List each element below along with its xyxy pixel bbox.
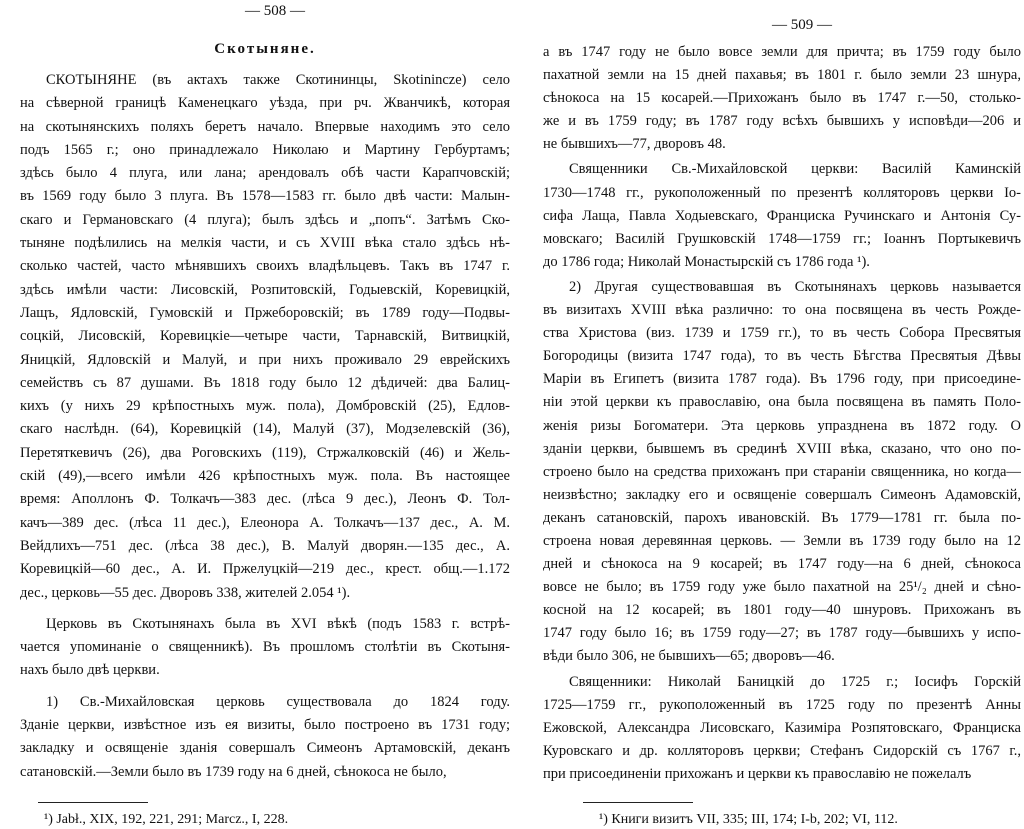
text-line: Перетяткевичъ (26), два Роговскихъ (119), Стржалковскій (46) и Жель- [20, 444, 510, 461]
text-line: здѣсь имѣли части: Лисовскій, Розпитовскій, Годыевскій, Коревицкій, [20, 281, 510, 298]
body-text [20, 69, 510, 784]
text-line: а въ 1747 году не было вовсе земли для причта; въ 1759 году было [543, 44, 1021, 60]
paragraph-gap [20, 683, 510, 691]
text-line: 2) Другая существовавшая въ Скотынянахъ церковь называется [569, 278, 1021, 295]
text-line: сатановскій.—Земли было въ 1739 году на 6 дней, сѣнокоса не было, [20, 763, 447, 780]
paragraph [20, 691, 510, 784]
text-line: вѣди было 306, не бывшихъ—65; дворовъ—46. [543, 648, 835, 665]
text-line: строено было на средства прихожанъ при стараніи священника, но когда— [543, 463, 1021, 480]
text-line: качъ—389 дес. (лѣса 11 дес.), Елеонора А. Толкачъ—137 дес., А. М. [20, 514, 510, 531]
text-line: Маріи въ Египетъ (визита 1787 года). Въ 1796 году, при присоедине- [543, 371, 1021, 388]
paragraph-gap [20, 605, 510, 613]
text-line: подъ 1565 г.; оно принадлежало Николаю и Мартину Гербуртамъ; [20, 141, 510, 158]
footnote: ¹) Jabł., XIX, 192, 221, 291; Marcz., I, 228. [44, 811, 289, 827]
text-line: скаго и Германовскаго (4 плуга); былъ здѣсь и „попъ“. Затѣмъ Ско- [20, 211, 510, 228]
text-line: Богородицы (визита 1747 года), то въ честь Бѣгства Пресвятыя Дѣвы [543, 348, 1021, 365]
text-line: ства Христова (виз. 1739 и 1759 гг.), то въ честь Собора Пресвятыя [543, 325, 1021, 342]
text-line: чается упоминаніе о священникѣ). Въ прошломъ столѣтіи въ Скотыня- [20, 639, 510, 656]
text-line: сифа Лаща, Павла Ходыевскаго, Франциска Ручинскаго и Антонія Су- [543, 207, 1021, 224]
text-line: же и въ 1759 году; въ 1787 году всѣхъ бывшихъ у исповѣди—206 и [543, 113, 1021, 130]
text-line: тыняне подѣлились на мелкія части, и съ XVIII вѣка стало здѣсь нѣ- [20, 235, 510, 252]
text-line: при присоединеніи прихожанъ и церкви къ православію не пожелалъ [543, 765, 972, 782]
section-heading: Скотыняне. [214, 41, 316, 57]
footnote: ¹) Книги визитъ VII, 335; III, 174; I-b, 202; VI, 112. [599, 812, 898, 827]
text-line: Вейдлихъ—751 дес. (лѣса 38 дес.), В. Малуй дворян.—135 дес., А. [20, 537, 510, 554]
text-line: сѣнокоса на 15 косарей.—Прихожанъ было въ 1747 г.—50, столько- [543, 90, 1021, 107]
text-line: ніи этой церкви къ православію, она была посвящена въ память Поло- [543, 394, 1021, 411]
text-line: дес., церковь—55 дес. Дворовъ 338, жителей 2.054 ¹). [20, 584, 351, 601]
text-line: семействъ съ 87 душами. Въ 1818 году было 12 дѣдичей: два Балиц- [20, 374, 510, 391]
text-line: здѣсь было 4 плуга, или лана; арендовалъ обѣ части Карапчовскій; [20, 165, 510, 182]
text-line: 1747 году было 16; въ 1759 году—27; въ 1787 году—бывшихъ у испо- [543, 625, 1021, 642]
text-line: скій (49),—всего имѣли 426 крѣпостныхъ муж. пола. Въ настоящее [20, 468, 510, 485]
text-line: 1) Св.-Михайловская церковь существовала до 1824 году. [46, 693, 510, 710]
text-line: на сѣверной границѣ Каменецкаго уѣзда, при рч. Жванчикѣ, которая [20, 95, 510, 112]
text-line: Лащъ, Ядловскій, Гумовскій и Пржеборовскій; въ 1789 году—Подвы- [20, 304, 510, 321]
text-line: Коревицкій—60 дес., А. И. Пржелуцкій—219 дес., крест. общ.—1.172 [20, 561, 510, 578]
text-line: мовскаго; Василій Грушковскій 1748—1759 гг.; Іоаннъ Портыкевичъ [543, 230, 1021, 247]
text-line: Священники Св.-Михайловской церкви: Василій Каминскій [569, 161, 1021, 178]
text-line: кихъ (у нихъ 29 крѣпостныхъ муж. пола), Домбровскій (25), Едлов- [20, 398, 510, 415]
text-line: пахатной земли на 15 дней пахавья; въ 1801 г. было земли 23 шнура, [543, 67, 1021, 84]
text-line: въ 1569 году было 3 плуга. Въ 1578—1583 гг. было двѣ части: Малын- [20, 188, 510, 205]
text-line: въ визитахъ XVIII вѣка различно: то она посвящена въ честь Рожде- [543, 302, 1021, 319]
paragraph [20, 613, 510, 683]
text-line: на скотынянскихъ поляхъ беретъ начало. Впервые находимъ это село [20, 118, 510, 135]
text-line: время: Аполлонъ Ф. Толкачъ—383 дес. (лѣса 9 дес.), Леонъ Ф. Тол- [20, 491, 510, 508]
text-line: деканъ сатановскій, парохъ ивановскій. Въ 1779—1781 гг. была по- [543, 509, 1021, 526]
text-line: Куровскаго и др. колляторовъ церкви; Стефанъ Сидорскій съ 1767 г., [543, 742, 1021, 759]
paragraph [543, 671, 1021, 786]
text-line: дней и сѣнокоса на 9 косарей; въ 1747 году—на 6 дней, сѣнокоса [543, 556, 1021, 573]
text-line: Церковь въ Скотынянахъ была въ XVI вѣкѣ (подъ 1583 г. встрѣ- [46, 615, 510, 632]
paragraph [20, 69, 510, 605]
text-line: женія ризы Богоматери. Эта церковь упразднена въ 1872 году. О [543, 417, 1021, 434]
right-page [543, 0, 1021, 827]
text-line: Священники: Николай Баницкій до 1725 г.; Іосифъ Горскій [569, 673, 1021, 690]
body-text [543, 41, 1021, 786]
footnote-rule [583, 802, 693, 803]
page-number: — 509 — [772, 17, 832, 33]
text-line: 1725—1759 гг., рукоположенный въ 1725 году по презентѣ Анны [543, 696, 1021, 713]
text-line: неизвѣстно; закладку его и освященіе совершалъ Симеонъ Адамовскій, [543, 486, 1021, 503]
left-page [20, 0, 510, 827]
text-line: скаго наслѣдн. (64), Коревицкій (14), Малуй (37), Модзелевскій (36), [20, 421, 510, 438]
text-line: Ежовской, Александра Лисовскаго, Казиміра Розпятовскаго, Франциска [543, 719, 1021, 736]
text-line: нахъ было двѣ церкви. [20, 662, 160, 679]
text-line: сколько частей, часто мѣнявшихъ своихъ владѣльцевъ. Такъ въ 1747 г. [20, 258, 510, 275]
text-line: строена новая деревянная церковь. — Земли въ 1739 году было на 12 [543, 532, 1021, 549]
paragraph [543, 41, 1021, 156]
text-line: Зданіе церкви, извѣстное изъ ея визиты, было построено въ 1731 году; [20, 717, 510, 734]
text-line: не бывшихъ—77, дворовъ 48. [543, 136, 726, 153]
text-line: СКОТЫНЯНЕ (въ актахъ также Скотининцы, Skotinincze) село [46, 72, 510, 88]
text-line: косной на 12 косарей; въ 1801 году—40 шнуровъ. Прихожанъ въ [543, 602, 1021, 619]
footnote-rule [38, 802, 148, 803]
paragraph [543, 158, 1021, 273]
text-line: 1730—1748 гг., рукоположенный по презентѣ колляторовъ церкви Іо- [543, 184, 1021, 201]
page-number: — 508 — [245, 3, 305, 19]
text-line: соцкій, Лисовскій, Коревицкіе—четыре части, Тарнавскій, Витвицкій, [20, 328, 510, 345]
paragraph [543, 276, 1021, 669]
text-line: вовсе не было; въ 1759 году уже было пахатной на 25¹/₂ дней и сѣно- [543, 579, 1021, 596]
text-line: до 1786 года; Николай Монастырскій съ 1786 года ¹). [543, 253, 870, 270]
text-line: зданіи церкви, бывшемъ въ срединѣ XVIII вѣка, сказано, что оно по- [543, 440, 1021, 457]
text-line: Яницкій, Ядловскій и Малуй, и при нихъ проживало 29 еврейскихъ [20, 351, 510, 368]
text-line: закладку и освященіе зданія совершалъ Симеонъ Артамовскій, деканъ [20, 740, 510, 757]
